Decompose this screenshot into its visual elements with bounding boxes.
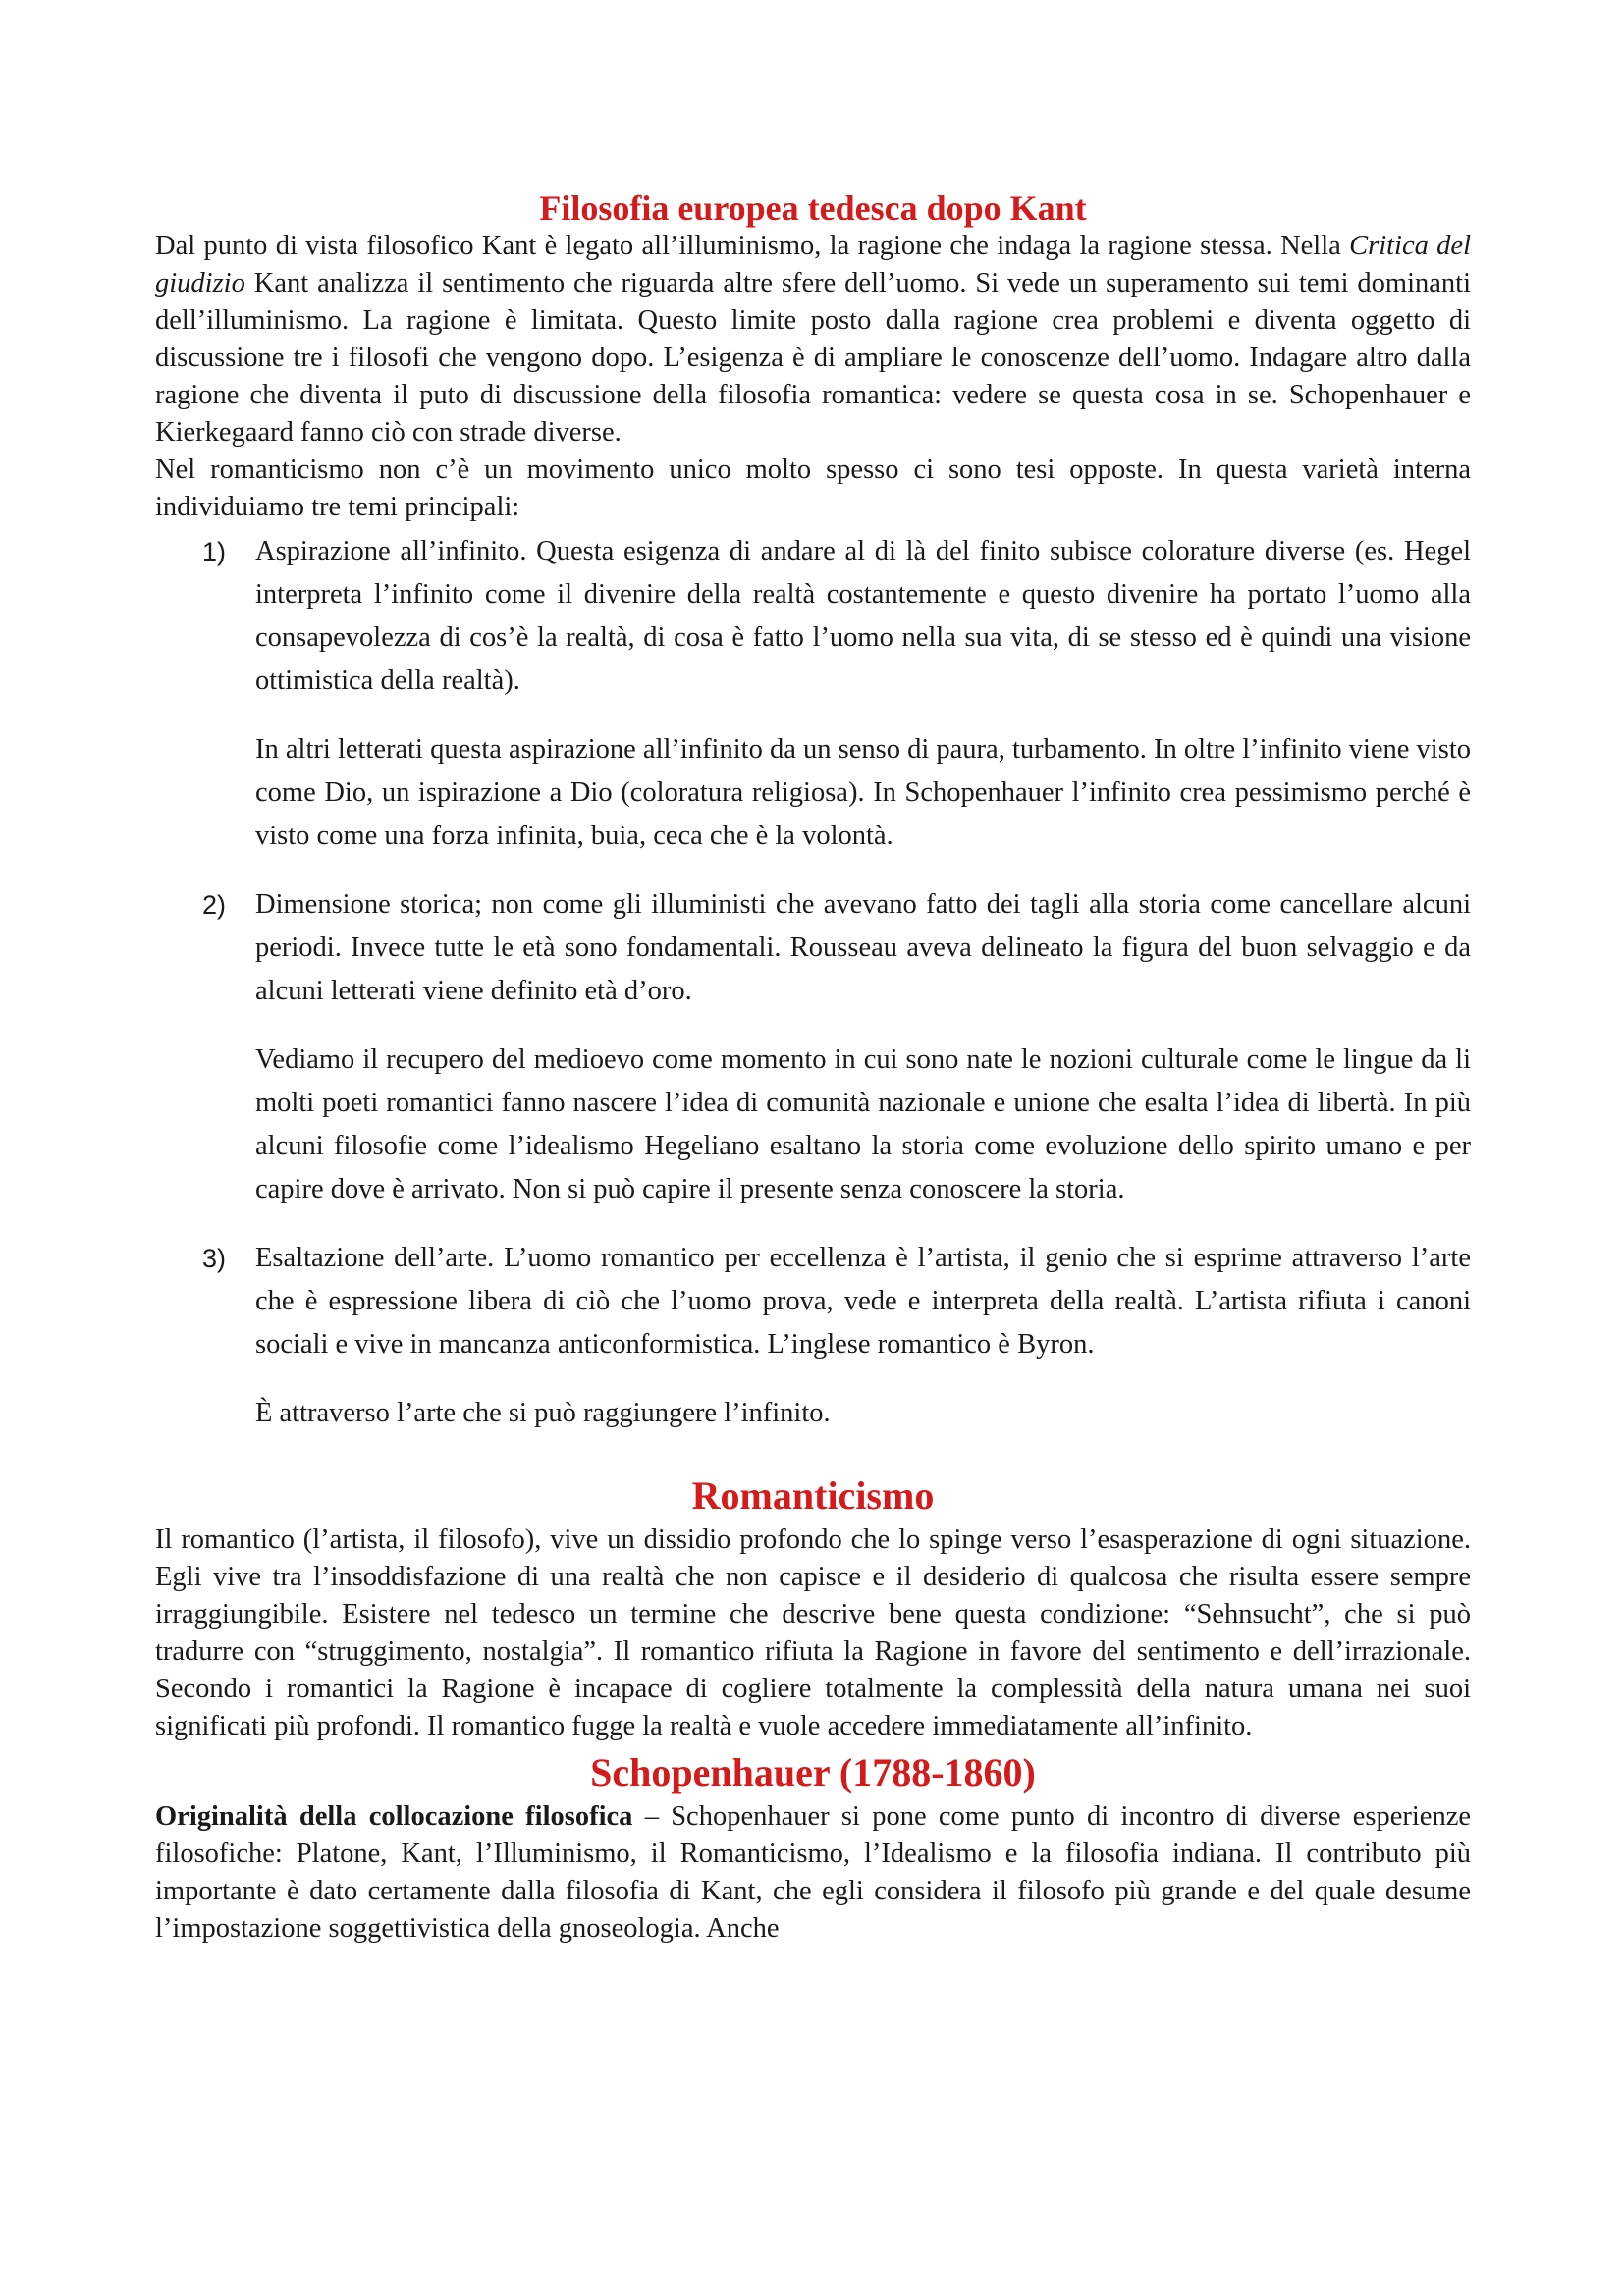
- list-item-extra: In altri letterati questa aspirazione all’infinito da un senso di paura, turbamento. In oltre l’infinito viene visto come Dio, un ispirazione a Dio (coloratura religiosa). In Schopenhauer l’infinito crea pessimismo perché è visto come una forza infinita, buia, ceca che è la volontà.: [255, 734, 1471, 851]
- romanticismo-paragraph: Il romantico (l’artista, il filosofo), vive un dissidio profondo che lo spinge verso l’esasperazione di ogni situazione. Egli vive tra l’insoddisfazione di una realtà che non capisce e il desiderio di qualcosa che risulta essere sempre irraggiungibile. Esistere nel tedesco un termine che descrive bene questa condizione: “Sehnsucht”, che si può tradurre con “struggimento, nostalgia”. Il romantico rifiuta la Ragione in favore del sentimento e dell’irrazionale. Secondo i romantici la Ragione è incapace di cogliere totalmente la complessità della natura umana nei suoi significati più profondi. Il romantico fugge la realtà e vuole accedere immediatamente all’infinito.: [155, 1524, 1471, 1741]
- schopenhauer-paragraph: [155, 1798, 1471, 1948]
- intro-italic-title: Critica del giudizio: [155, 231, 1471, 298]
- section-title-romanticismo: Romanticismo: [691, 1473, 935, 1518]
- list-item-text: Dimensione storica; non come gli illuministi che avevano fatto dei tagli alla storia come cancellare alcuni periodi. Invece tutte le età sono fondamentali. Rousseau aveva delineato la figura del buon selvaggio e da alcuni letterati viene definito età d’oro.: [255, 889, 1471, 1006]
- section-title-schopenhauer: Schopenhauer (1788-1860): [590, 1750, 1036, 1794]
- list-item: [155, 1237, 1471, 1435]
- list-item-text: Esaltazione dell’arte. L’uomo romantico per eccellenza è l’artista, il genio che si esprime attraverso l’arte che è espressione libera di ciò che l’uomo prova, vede e interpreta della realtà. L’artista rifiuta i canoni sociali e vive in mancanza anticonformistica. L’inglese romantico è Byron.: [255, 1243, 1471, 1360]
- list-item-text: Aspirazione all’infinito. Questa esigenza di andare al di là del finito subisce colorature diverse (es. Hegel interpreta l’infinito come il divenire della realtà costantemente e questo divenire ha portato l’uomo alla consapevolezza di cos’è la realtà, di cosa è fatto l’uomo nella sua vita, di se stesso ed è quindi una visione ottimistica della realtà).: [255, 536, 1471, 696]
- intro-text-a: Dal punto di vista filosofico Kant è legato all’illuminismo, la ragione che indaga la ragione stessa. Nella: [155, 231, 1350, 261]
- list-number: 3): [202, 1244, 227, 1273]
- list-item: [155, 883, 1471, 1211]
- themes-list: [155, 530, 1471, 1435]
- list-item-extra: Vediamo il recupero del medioevo come momento in cui sono nate le nozioni culturale come le lingue da li molti poeti romantici fanno nascere l’idea di comunità nazionale e unione che esalta l’idea di libertà. In più alcuni filosofie come l’idealismo Hegeliano esaltano la storia come evoluzione dello spirito umano e per capire dove è arrivato. Non si può capire il presente senza conoscere la storia.: [255, 1044, 1471, 1204]
- intro-paragraph-2: Nel romanticismo non c’è un movimento unico molto spesso ci sono tesi opposte. In questa varietà interna individuiamo tre temi principali:: [155, 454, 1471, 522]
- list-item-extra: È attraverso l’arte che si può raggiungere l’infinito.: [255, 1398, 831, 1428]
- intro-paragraph: [155, 228, 1471, 452]
- list-number: 1): [202, 537, 227, 566]
- list-item: [155, 530, 1471, 858]
- intro-text-b: Kant analizza il sentimento che riguarda altre sfere dell’uomo. Si vede un superamento sui temi dominanti dell’illuminismo. La ragione è limitata. Questo limite posto dalla ragione crea problemi e diventa oggetto di discussione tre i filosofi che vengono dopo. L’esigenza è di ampliare le conoscenze dell’uomo. Indagare altro dalla ragione che diventa il puto di discussione della filosofia romantica: vedere se questa cosa in se. Schopenhauer e Kierkegaard fanno ciò con strade diverse.: [155, 268, 1471, 448]
- section-title-kant: Filosofia europea tedesca dopo Kant: [539, 188, 1087, 228]
- schopenhauer-text: – Schopenhauer si pone come punto di incontro di diverse esperienze filosofiche: Platone, Kant, l’Illuminismo, il Romanticismo, l’Idealismo e la filosofia indiana. Il contributo più importante è dato certamente dalla filosofia di Kant, che egli considera il filosofo più grande e del quale desume l’impostazione soggettivistica della gnoseologia. Anche: [155, 1801, 1471, 1944]
- list-number: 2): [202, 890, 227, 920]
- schopenhauer-bold-lead: Originalità della collocazione filosofica: [155, 1801, 633, 1832]
